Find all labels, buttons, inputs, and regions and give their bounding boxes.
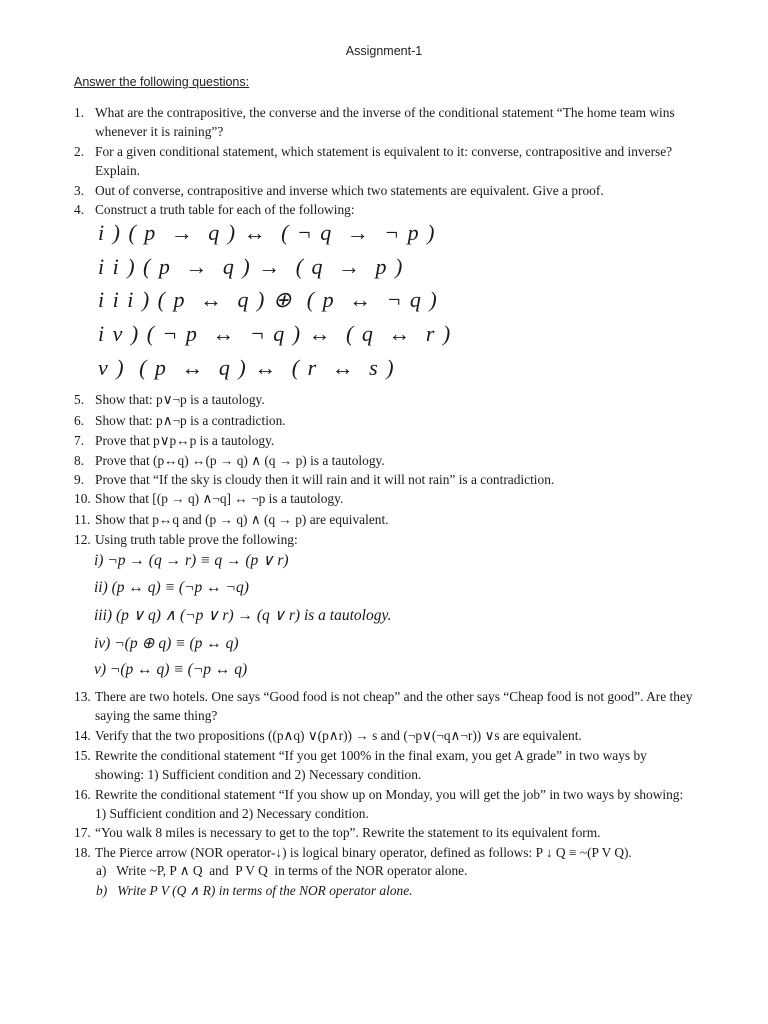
question-11 xyxy=(74,510,694,529)
question-text: Rewrite the conditional statement “If you get 100% in the final exam, you get A grade” in two ways by showing: 1) Sufficient condition and 2) Necessary condition. xyxy=(95,748,647,782)
question-text: Construct a truth table for each of the following: xyxy=(95,202,355,217)
question-number: 3. xyxy=(74,183,85,198)
question-number: 15. xyxy=(74,748,91,763)
question-text: There are two hotels. One says “Good food is not cheap” and the other says “Cheap food is not good”. Are they saying the same thing? xyxy=(95,689,693,723)
formula-4-v: v ) ( p ↔ q ) ↔ ( r ↔ s ) xyxy=(98,355,396,380)
question-number: 2. xyxy=(74,144,85,159)
question-2 xyxy=(74,142,694,180)
question-text: Out of converse, contrapositive and inverse which two statements are equivalent. Give a proof. xyxy=(95,183,604,198)
question-number: 12. xyxy=(74,532,91,547)
question-7 xyxy=(74,431,694,450)
formula-12-iv: iv) ¬(p ⊕ q) ≡ (p ↔ q) xyxy=(94,635,239,652)
formula-4-i: i ) ( p → q ) ↔ ( ¬ q → ¬ p ) xyxy=(98,220,436,245)
question-18 xyxy=(74,843,694,862)
question-number: 1. xyxy=(74,105,85,120)
question-10 xyxy=(74,489,694,508)
question-number: 16. xyxy=(74,787,91,802)
question-5 xyxy=(74,390,694,409)
formula-12-i: i) ¬p → (q → r) ≡ q → (p ∨ r) xyxy=(94,552,289,569)
question-text: Show that: p∨¬p is a tautology. xyxy=(95,392,265,407)
formula-4-ii: i i ) ( p → q ) → ( q → p ) xyxy=(98,254,404,279)
question-1 xyxy=(74,103,694,141)
question-8 xyxy=(74,451,694,470)
question-text: For a given conditional statement, which statement is equivalent to it: converse, contrapositive and inverse? Explain. xyxy=(95,144,673,178)
question-text: What are the contrapositive, the converse and the inverse of the conditional statement “The home team wins whenever it is raining”? xyxy=(95,105,675,139)
formula-12-iii: iii) (p ∨ q) ∧ (¬p ∨ r) → (q ∨ r) is a tautology. xyxy=(94,607,392,624)
question-13 xyxy=(74,687,694,725)
question-number: 8. xyxy=(74,453,85,468)
question-6 xyxy=(74,411,694,430)
question-number: 4. xyxy=(74,202,85,217)
question-number: 7. xyxy=(74,433,85,448)
formula-12-v: v) ¬(p ↔ q) ≡ (¬p ↔ q) xyxy=(94,661,248,678)
question-text: Prove that p∨p↔p is a tautology. xyxy=(95,433,275,448)
formula-4-iii: i i i ) ( p ↔ q ) ⊕ ( p ↔ ¬ q ) xyxy=(98,287,439,312)
question-16 xyxy=(74,785,694,823)
question-number: 6. xyxy=(74,413,85,428)
question-number: 5. xyxy=(74,392,85,407)
question-4 xyxy=(74,200,694,219)
page-title: Assignment-1 xyxy=(345,44,423,58)
question-14 xyxy=(74,726,694,745)
question-15 xyxy=(74,746,694,784)
question-number: 11. xyxy=(74,512,91,527)
question-text: Using truth table prove the following: xyxy=(95,532,298,547)
question-17 xyxy=(74,823,694,842)
question-text: Show that [(p → q) ∧¬q] ↔ ¬p is a tautology. xyxy=(95,491,344,506)
question-text: Show that: p∧¬p is a contradiction. xyxy=(95,413,286,428)
question-number: 17. xyxy=(74,825,91,840)
question-number: 13. xyxy=(74,689,91,704)
sub-question-18-a: a) Write ~P, P ∧ Q and P V Q in terms of the NOR operator alone. xyxy=(96,863,468,878)
question-text: Prove that (p↔q) ↔(p → q) ∧ (q → p) is a tautology. xyxy=(95,453,385,468)
question-number: 18. xyxy=(74,845,91,860)
question-number: 10. xyxy=(74,491,91,506)
question-text: Prove that “If the sky is cloudy then it will rain and it will not rain” is a contradiction. xyxy=(95,472,555,487)
section-heading: Answer the following questions: xyxy=(74,75,250,89)
formula-4-iv: i v ) ( ¬ p ↔ ¬ q ) ↔ ( q ↔ r ) xyxy=(98,321,452,346)
question-12 xyxy=(74,530,694,549)
question-3 xyxy=(74,181,694,200)
question-text: Verify that the two propositions ((p∧q) ∨(p∧r)) → s and (¬p∨(¬q∧¬r)) ∨s are equivalent. xyxy=(95,728,582,743)
question-number: 14. xyxy=(74,728,91,743)
question-text: Show that p↔q and (p → q) ∧ (q → p) are equivalent. xyxy=(95,512,389,527)
question-text: “You walk 8 miles is necessary to get to the top”. Rewrite the statement to its equivalent form. xyxy=(95,825,601,840)
question-text: Rewrite the conditional statement “If you show up on Monday, you will get the job” in two ways by showing: 1) Sufficient condition and 2) Necessary condition. xyxy=(95,787,684,821)
question-text: The Pierce arrow (NOR operator-↓) is logical binary operator, defined as follows: P ↓ Q ≡ ~(P V Q). xyxy=(95,845,632,860)
question-9 xyxy=(74,470,694,489)
question-number: 9. xyxy=(74,472,85,487)
formula-12-ii: ii) (p ↔ q) ≡ (¬p ↔ ¬q) xyxy=(94,579,249,596)
sub-question-18-b: b) Write P V (Q ∧ R) in terms of the NOR operator alone. xyxy=(96,883,413,898)
